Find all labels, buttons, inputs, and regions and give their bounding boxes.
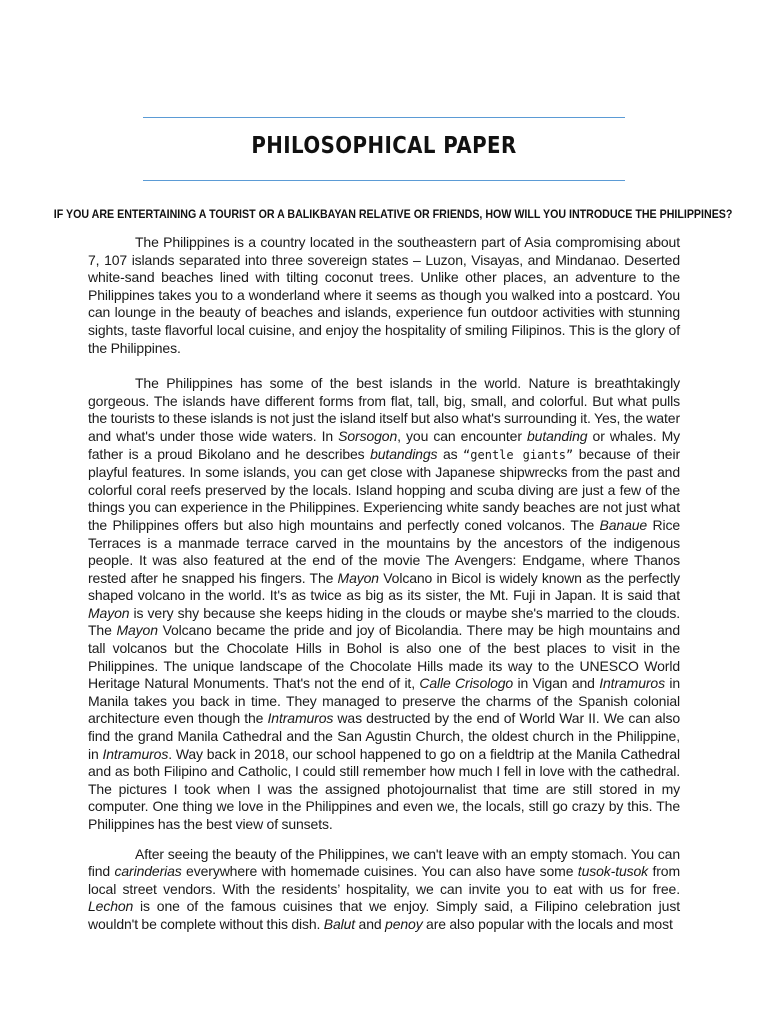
text-run: or whales. My father is a proud Bikolano and he describes bbox=[88, 427, 681, 462]
emphasis-text: carinderias bbox=[114, 863, 182, 880]
paragraph bbox=[88, 846, 680, 934]
emphasis-text: Intramuros bbox=[102, 745, 169, 762]
text-run: because of their playful features. In some islands, you can get close with Japanese shipwrecks from the past and colorful coral reefs preserved by the locals. Island hopping and scuba diving are just a few of the things you can experience in the Philippines. Experiencing white sandy beaches are not just what the Philippines offers but also high mountains and perfectly coned volcanos. The bbox=[88, 445, 680, 533]
text-run: is one of the famous cuisines that we enjoy. Simply said, a Filipino celebration just wouldn't be complete without this dish. bbox=[88, 898, 680, 932]
quoted-text: “gentle giants” bbox=[463, 447, 574, 462]
text-run: Volcano became the pride and joy of Bicolandia. There may be high mountains and tall volcanos but the Chocolate Hills in Bohol is also one of the best places to visit in the Philippines. The unique landscape of the Chocolate Hills made its way to the UNESCO World Heritage Natural Monuments. That's not the end of it, bbox=[88, 622, 680, 692]
emphasis-text: penoy bbox=[385, 915, 423, 932]
guiding-question: IF YOU ARE ENTERTAINING A TOURIST OR A BALIKBAYAN RELATIVE OR FRIENDS, HOW WILL YOU INTRODUCE THE PHILIPPINES? bbox=[53, 207, 733, 221]
text-run: After seeing the beauty of the Philippines, we can't leave with an empty stomach. You can find bbox=[88, 845, 680, 880]
emphasis-text: Intramuros bbox=[267, 710, 334, 727]
text-run: , you can encounter bbox=[397, 427, 527, 444]
text-run: as bbox=[437, 445, 464, 462]
paragraph bbox=[88, 234, 680, 357]
text-run: from local street vendors. With the residents’ hospitality, we can invite you to eat with us for free. bbox=[88, 863, 681, 897]
emphasis-text: Mayon bbox=[116, 622, 158, 639]
text-run: Rice Terraces is a manmade terrace carved in the mountains by the ancestors of the indigenous people. It was also featured at the end of the movie The Avengers: Endgame, where Thanos rested after he snapped his fingers. The bbox=[88, 516, 680, 586]
paragraph bbox=[88, 375, 680, 833]
emphasis-text: butandings bbox=[370, 445, 438, 462]
emphasis-text: Mayon bbox=[337, 569, 379, 586]
emphasis-text: Mayon bbox=[88, 604, 130, 621]
emphasis-text: butanding bbox=[526, 427, 588, 444]
emphasis-text: Banaue bbox=[599, 516, 648, 533]
text-run: everywhere with homemade cuisines. You can also have some bbox=[181, 863, 578, 880]
paper-title: PHILOSOPHICAL PAPER bbox=[251, 133, 517, 159]
emphasis-text: Sorsogon bbox=[338, 427, 398, 444]
text-run: in Vigan and bbox=[513, 675, 600, 692]
essay-body bbox=[88, 234, 680, 934]
emphasis-text: tusok-tusok bbox=[577, 863, 649, 880]
title-top-rule bbox=[143, 117, 625, 118]
text-run: . Way back in 2018, our school happened to go on a fieldtrip at the Manila Cathedral and as both Filipino and Catholic, I could still remember how much I fell in love with the cathedral. The pictures I took when I was the assigned photojournalist that time are still stored in my computer. One thing we love in the Philippines and even we, the locals, still go crazy by this. The Philippines has the best view of sunsets. bbox=[88, 745, 680, 832]
emphasis-text: Lechon bbox=[88, 898, 134, 915]
emphasis-text: Calle Crisologo bbox=[419, 675, 514, 692]
text-run: The Philippines is a country located in the southeastern part of Asia compromising about 7, 107 islands separated into three sovereign states – Luzon, Visayas, and Mindanao. Deserted white-sand beaches lined with tilting coconut trees. Unlike other places, an adventure to the Philippines takes you to a wonderland where it seems as though you walked into a postcard. You can lounge in the beauty of beaches and islands, experience fun outdoor activities with stunning sights, taste flavorful local cuisine, and enjoy the hospitality of smiling Filipinos. This is the glory of the Philippines. bbox=[88, 234, 680, 356]
text-run: The Philippines has some of the best islands in the world. Nature is breathtakingly gorgeous. The islands have different forms from flat, tall, big, small, and colorful. But what pulls the tourists to these islands is not just the island itself but also what's surrounding it. Yes, the water and what's under those wide waters. In bbox=[88, 375, 680, 444]
text-run: are also popular with the locals and most bbox=[422, 915, 673, 932]
emphasis-text: Intramuros bbox=[599, 675, 665, 692]
emphasis-text: Balut bbox=[323, 915, 356, 932]
text-run: Volcano in Bicol is widely known as the perfectly shaped volcano in the world. It's as twice as big as its sister, the Mt. Fuji in Japan. It is said that bbox=[88, 569, 680, 604]
text-run: is very shy because she keeps hiding in the clouds or maybe she's married to the clouds. The bbox=[88, 604, 680, 639]
text-run: and bbox=[355, 915, 386, 932]
title-bottom-rule bbox=[143, 180, 625, 181]
text-run: in Manila takes you back in time. They managed to preserve the charms of the Spanish colonial architecture even though the bbox=[88, 675, 680, 727]
text-run: was destructed by the end of World War II. We can also find the grand Manila Cathedral and the San Agustin Church, the oldest church in the Philippine, in bbox=[88, 710, 680, 762]
